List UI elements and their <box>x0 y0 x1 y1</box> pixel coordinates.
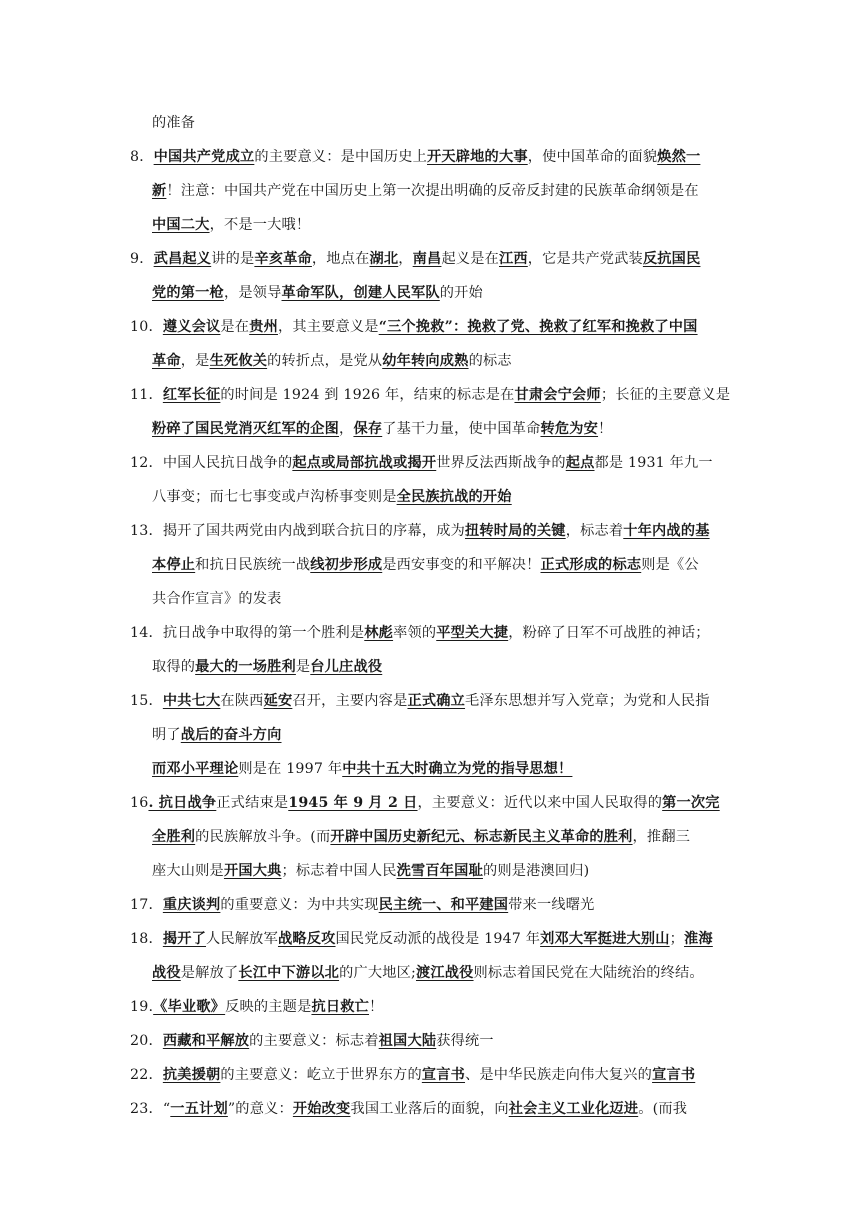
key-term: 1945 年 9 月 2 日 <box>288 795 418 811</box>
text-run: ！ <box>598 421 613 437</box>
text-run: 座大山则是 <box>152 863 224 879</box>
key-term: 《毕业歌》 <box>153 999 226 1015</box>
text-run: 的开始 <box>439 285 483 301</box>
text-run: 9． <box>130 251 154 267</box>
text-run: 17． <box>130 897 163 913</box>
key-term: 抗日救亡 <box>311 999 370 1015</box>
key-term: 新 <box>152 183 167 199</box>
text-run: ； <box>669 931 685 947</box>
text-run: ， <box>339 421 354 437</box>
text-line <box>130 990 740 1024</box>
text-line <box>130 684 740 718</box>
text-run: 14．抗日战争中取得的第一个胜利是 <box>130 625 365 641</box>
key-term: 中共七大 <box>162 693 221 709</box>
key-term: 遵义会议 <box>162 319 221 335</box>
text-run: ，不是一大哦！ <box>209 217 311 233</box>
text-line <box>130 412 740 446</box>
key-term: 淮海 <box>684 931 713 947</box>
key-term: 战略反攻 <box>277 931 336 947</box>
key-term: 社会主义工业化迈进 <box>508 1101 639 1117</box>
text-run: 正式结束是 <box>216 795 289 811</box>
key-term: 革命军队，创建人民军队 <box>281 285 440 301</box>
text-run: 率领的 <box>393 625 437 641</box>
text-run: ，标志着 <box>565 523 624 539</box>
text-run: 世界反法西斯战争的 <box>436 455 566 471</box>
text-line <box>130 344 740 378</box>
text-run: 明了 <box>152 727 181 743</box>
text-line <box>130 616 740 650</box>
text-line <box>130 174 740 208</box>
text-run: 18． <box>130 931 163 947</box>
text-run: 讲的是 <box>211 251 255 267</box>
text-run: 13．揭开了国共两党由内战到联合抗日的序幕，成为 <box>130 523 465 539</box>
text-run: 的准备 <box>152 115 196 131</box>
key-term: 平型关大捷 <box>436 625 509 641</box>
text-run: 是西安事变的和平解决！ <box>382 557 541 573</box>
text-line <box>130 854 740 888</box>
key-term: 揭开了 <box>162 931 207 947</box>
text-run: 是解放了 <box>180 965 239 981</box>
text-run: ，是 <box>180 353 210 369</box>
text-line <box>130 1092 740 1126</box>
text-run: 12．中国人民抗日战争的 <box>130 455 293 471</box>
key-term: 粉碎了国民党消灭红军的企图 <box>152 421 340 437</box>
key-term: 焕然一 <box>657 149 701 165</box>
key-term: 延安 <box>263 693 293 709</box>
key-term: 湖北 <box>369 251 399 267</box>
key-term: 贵州 <box>249 319 278 335</box>
key-term: 南昌 <box>412 251 442 267</box>
key-term: 转危为安 <box>540 421 599 437</box>
key-term: “三个挽救”：挽救了党、挽救了红军和挽救了中国 <box>378 319 698 335</box>
text-run: 是在 <box>220 319 250 335</box>
text-run: 20． <box>130 1033 163 1049</box>
text-line <box>130 242 740 276</box>
text-line <box>130 1058 740 1092</box>
text-run: ，主要意义：近代以来中国人民取得的 <box>417 795 663 811</box>
text-run: 的主要意义：标志着 <box>249 1033 379 1049</box>
key-term: 红军长征 <box>162 387 221 403</box>
text-run: 毛泽东思想并写入党章；为党和人民指 <box>465 693 710 709</box>
text-run: 了基干力量，使中国革命 <box>382 421 541 437</box>
key-term: 长江中下游以北 <box>238 965 340 981</box>
text-line <box>130 514 740 548</box>
key-term: 一五计划 <box>170 1101 228 1117</box>
key-term: 重庆谈判 <box>162 897 221 913</box>
key-term: 民主统一、和平建国 <box>378 897 509 913</box>
text-run: 的转折点，是党从 <box>267 353 383 369</box>
key-term: 渡江战役 <box>415 965 474 981</box>
text-line <box>130 888 740 922</box>
key-term: 线初步形成 <box>310 557 383 573</box>
text-run: ”的意义： <box>227 1101 293 1117</box>
text-run: 在陕西 <box>220 693 264 709</box>
key-term: 中国二大 <box>152 217 210 233</box>
text-run: ，地点在 <box>311 251 370 267</box>
text-run: 的重要意义：为中共实现 <box>220 897 379 913</box>
key-term: 战后的奋斗方向 <box>180 727 282 743</box>
key-term: 西藏和平解放 <box>162 1033 250 1049</box>
text-run: ， <box>398 251 413 267</box>
key-term: 开辟中国历史新纪元、标志新民主义革命的胜利 <box>330 829 633 845</box>
key-term: 中共十五大时确立为党的指导思想！ <box>342 761 573 777</box>
text-line <box>130 956 740 990</box>
text-line <box>130 140 740 174</box>
key-term: 革命 <box>152 353 181 369</box>
text-run: ！注意：中国共产党在中国历史上第一次提出明确的反帝反封建的民族革命纲领是在 <box>166 183 699 199</box>
text-line <box>130 582 740 616</box>
text-run: 11． <box>130 387 163 403</box>
text-run: 、是中华民族走向伟大复兴的 <box>465 1067 653 1083</box>
key-term: 宣言书 <box>652 1067 696 1083</box>
key-term: 中国共产党成立 <box>153 149 255 165</box>
text-run: 的标志 <box>468 353 512 369</box>
text-run: 我国工业落后的面貌，向 <box>350 1101 509 1117</box>
key-term: 林彪 <box>364 625 394 641</box>
text-run: 10． <box>130 319 163 335</box>
text-line <box>130 310 740 344</box>
text-line <box>130 378 740 412</box>
text-run: 15． <box>130 693 163 709</box>
key-term: 台儿庄战役 <box>310 659 383 675</box>
text-run: ；标志着中国人民 <box>281 863 397 879</box>
text-run: 19. <box>130 999 154 1015</box>
text-run: 八事变；而七七事变或卢沟桥事变则是 <box>152 489 397 505</box>
text-line <box>130 106 740 140</box>
text-run: 都是 1931 年九一 <box>594 455 713 471</box>
text-line <box>130 548 740 582</box>
text-run: 则是《公 <box>641 557 699 573</box>
key-term: 正式形成的标志 <box>540 557 642 573</box>
key-term: 江西 <box>499 251 528 267</box>
text-line <box>130 650 740 684</box>
text-run: 则标志着国民党在大陆统治的终结。 <box>473 965 704 981</box>
key-term: 生死攸关 <box>209 353 268 369</box>
key-term: 开国大典 <box>223 863 282 879</box>
key-term: 十年内战的基 <box>623 523 710 539</box>
key-term: 战役 <box>152 965 181 981</box>
text-line <box>130 786 740 820</box>
key-term: 最大的一场胜利 <box>195 659 296 675</box>
text-line <box>130 480 740 514</box>
text-line <box>130 276 740 310</box>
text-run: ；长征的主要意义是 <box>600 387 731 403</box>
key-term: . 抗日战争 <box>148 795 217 811</box>
text-run: 23．“ <box>130 1101 171 1117</box>
text-line <box>130 1024 740 1058</box>
text-run: 16 <box>130 795 149 811</box>
text-run: ，它是共产党武装 <box>527 251 643 267</box>
text-run: ，粉碎了日军不可战胜的神话； <box>508 625 710 641</box>
text-run: 。(而我 <box>638 1101 688 1117</box>
text-run: 起义是在 <box>441 251 499 267</box>
text-run: ，其主要意义是 <box>277 319 379 335</box>
key-term: 党的第一枪 <box>152 285 224 301</box>
text-line <box>130 752 740 786</box>
text-run: 8． <box>130 149 154 165</box>
key-term: 抗美援朝 <box>162 1067 221 1083</box>
key-term: 起点 <box>565 455 595 471</box>
key-term: 而邓小平理论 <box>152 761 239 777</box>
key-term: 开天辟地的大事 <box>427 149 528 165</box>
text-run: 共合作宣言》的发表 <box>152 591 282 607</box>
text-run: ，是领导 <box>223 285 282 301</box>
key-term: 刘邓大军挺进大别山 <box>540 931 670 947</box>
text-run: 召开，主要内容是 <box>292 693 408 709</box>
text-run: 带来一线曙光 <box>508 897 595 913</box>
key-term: 本停止 <box>152 557 196 573</box>
text-run: 的主要意义：是中国历史上 <box>254 149 427 165</box>
text-run: 人民解放军 <box>206 931 278 947</box>
text-line <box>130 820 740 854</box>
key-term: 正式确立 <box>407 693 466 709</box>
text-line <box>130 922 740 956</box>
key-term: 洗雪百年国耻 <box>396 863 483 879</box>
text-run: 是 <box>295 659 311 675</box>
key-term: 保存 <box>353 421 383 437</box>
key-term: 甘肃会宁会师 <box>514 387 601 403</box>
key-term: 幼年转向成熟 <box>382 353 469 369</box>
document-body <box>130 106 740 1126</box>
text-run: 反映的主题是 <box>225 999 312 1015</box>
text-run: 的民族解放斗争。(而 <box>195 829 331 845</box>
text-run: 的则是港澳回归) <box>482 863 590 879</box>
text-run: 国民党反动派的战役是 1947 年 <box>335 931 541 947</box>
text-run: ，推翻三 <box>632 829 691 845</box>
text-run: 的广大地区; <box>339 965 416 981</box>
key-term: 第一次完 <box>662 795 720 811</box>
text-run: 则是在 1997 年 <box>238 761 343 777</box>
text-run: 22． <box>130 1067 163 1083</box>
key-term: 全胜利 <box>152 829 196 845</box>
text-line <box>130 208 740 242</box>
text-line <box>130 718 740 752</box>
key-term: 全民族抗战的开始 <box>396 489 512 505</box>
key-term: 宣言书 <box>421 1067 466 1083</box>
text-run: 获得统一 <box>436 1033 494 1049</box>
text-run: 取得的 <box>152 659 196 675</box>
key-term: 武昌起义 <box>153 251 212 267</box>
key-term: 祖国大陆 <box>378 1033 437 1049</box>
text-run: 的主要意义：屹立于世界东方的 <box>220 1067 422 1083</box>
text-line <box>130 446 740 480</box>
key-term: 起点或局部抗战或揭开 <box>292 455 437 471</box>
text-run: ，使中国革命的面貌 <box>527 149 658 165</box>
key-term: 反抗国民 <box>642 251 701 267</box>
text-run: ！ <box>369 999 384 1015</box>
key-term: 扭转时局的关键 <box>464 523 566 539</box>
text-run: 的时间是 1924 到 1926 年，结束的标志是在 <box>220 387 515 403</box>
text-run: 和抗日民族统一战 <box>195 557 311 573</box>
key-term: 辛亥革命 <box>254 251 312 267</box>
key-term: 开始改变 <box>292 1101 351 1117</box>
